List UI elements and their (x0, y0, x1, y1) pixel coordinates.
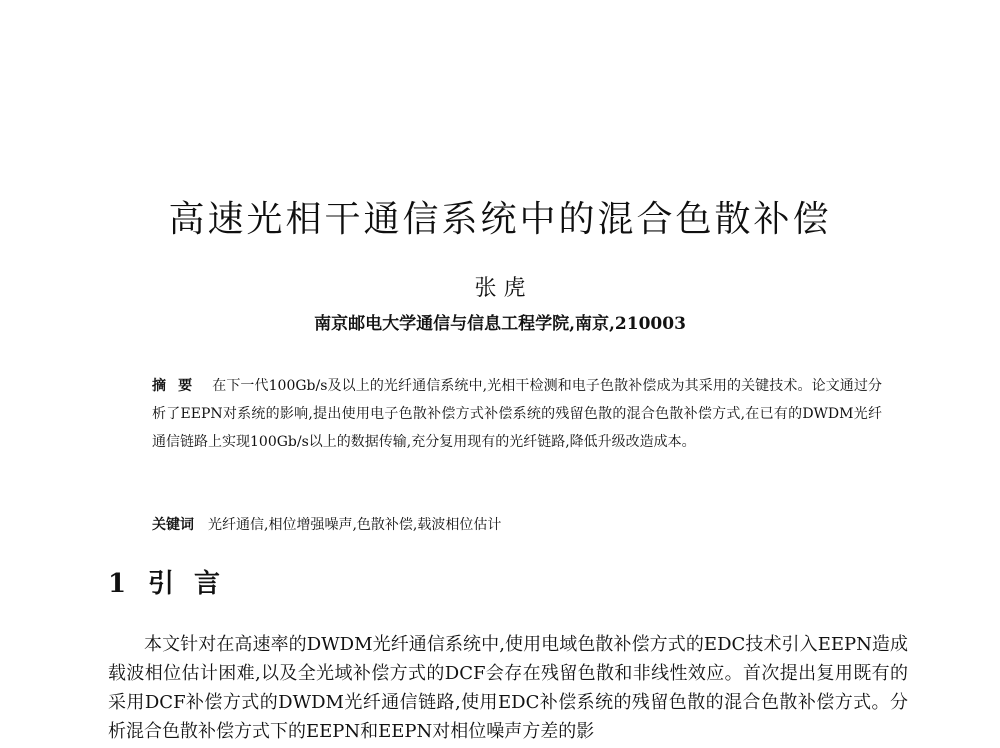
section-title: 引言 (148, 569, 241, 599)
body-text (108, 630, 908, 746)
abstract-text: 在下一代100Gb/s及以上的光纤通信系统中,光相干检测和电子色散补偿成为其采用的关键技术。论文通过分析了EEPN对系统的影响,提出使用电子色散补偿方式补偿系统的残留色散的混合色散补偿方式,在已有的DWDM光纤通信链路上实现100Gb/s以上的数据传输,充分复用现有的光纤链路,降低升级改造成本。 (152, 378, 883, 450)
abstract-label: 摘要 (152, 378, 205, 394)
abstract (152, 372, 882, 456)
body-paragraph: 本文针对在高速率的DWDM光纤通信系统中,使用电域色散补偿方式的EDC技术引入EEPN造成载波相位估计困难,以及全光域补偿方式的DCF会存在残留色散和非线性效应。首次提出复用既有的采用DCF补偿方式的DWDM光纤通信链路,使用EDC补偿系统的残留色散的混合色散补偿方式。分析混合色散补偿方式下的EEPN和EEPN对相位噪声方差的影 (108, 634, 908, 742)
author-name: 张 虎 (474, 276, 526, 301)
author-affiliation: 南京邮电大学通信与信息工程学院,南京,210003 (314, 314, 686, 334)
section-number: 1 (108, 569, 127, 599)
keywords-label: 关键词 (152, 517, 194, 533)
paper-title: 高速光相干通信系统中的混合色散补偿 (168, 199, 832, 240)
section-heading (108, 566, 240, 602)
keywords-text: 光纤通信,相位增强噪声,色散补偿,载波相位估计 (208, 517, 502, 533)
keywords (152, 513, 882, 537)
